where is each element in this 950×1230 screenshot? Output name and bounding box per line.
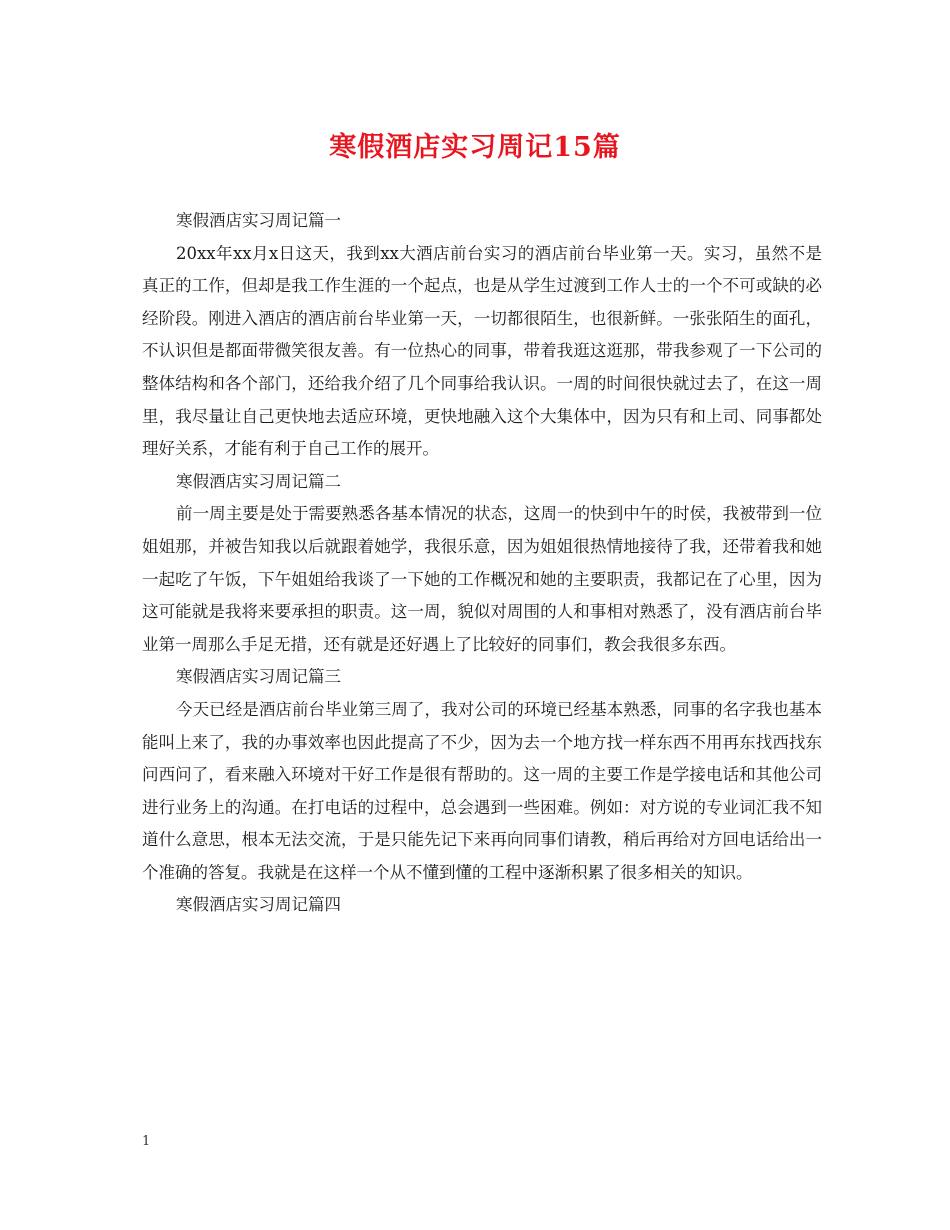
section-body-3: 今天已经是酒店前台毕业第三周了，我对公司的环境已经基本熟悉，同事的名字我也基本能叫上来了，我的办事效率也因此提高了不少，因为去一个地方找一样东西不用再东找西找东问西问了，看来融入环境对干好工作是很有帮助的。这一周的主要工作是学接电话和其他公司进行业务上的沟通。在打电话的过程中，总会遇到一些困难。例如：对方说的专业词汇我不知道什么意思，根本无法交流，于是只能先记下来再向同事们请教，稍后再给对方回电话给出一个准确的答复。我就是在这样一个从不懂到懂的工程中逐渐积累了很多相关的知识。 bbox=[142, 699, 822, 882]
section-body-1: 20xx年xx月x日这天，我到xx大酒店前台实习的酒店前台毕业第一天。实习，虽然不是真正的工作，但却是我工作生涯的一个起点，也是从学生过渡到工作人士的一个不可或缺的必经阶段。刚进入酒店的酒店前台毕业第一天，一切都很陌生，也很新鲜。一张张陌生的面孔，不认识但是都面带微笑很友善。有一位热心的同事，带着我逛这逛那，带我参观了一下公司的整体结构和各个部门，还给我介绍了几个同事给我认识。一周的时间很快就过去了，在这一周里，我尽量让自己更快地去适应环境，更快地融入这个大集体中，因为只有和上司、同事都处理好关系，才能有利于自己工作的展开。 bbox=[142, 243, 822, 459]
page-number: 1 bbox=[142, 1134, 151, 1149]
section-heading-4: 寒假酒店实习周记篇四 bbox=[176, 895, 341, 915]
section-heading-3: 寒假酒店实习周记篇三 bbox=[176, 667, 341, 687]
section-heading-2: 寒假酒店实习周记篇二 bbox=[176, 471, 341, 491]
document-title: 寒假酒店实习周记15篇 bbox=[329, 132, 621, 163]
document-body bbox=[142, 205, 822, 922]
section-body-2: 前一周主要是处于需要熟悉各基本情况的状态，这周一的快到中午的时侯，我被带到一位姐姐那，并被告知我以后就跟着她学，我很乐意，因为姐姐很热情地接待了我，还带着我和她一起吃了午饭，下午姐姐给我谈了一下她的工作概况和她的主要职责，我都记在了心里，因为这可能就是我将来要承担的职责。这一周，貌似对周围的人和事相对熟悉了，没有酒店前台毕业第一周那么手足无措，还有就是还好遇上了比较好的同事们，教会我很多东西。 bbox=[142, 504, 822, 654]
section-heading-1: 寒假酒店实习周记篇一 bbox=[176, 211, 341, 230]
